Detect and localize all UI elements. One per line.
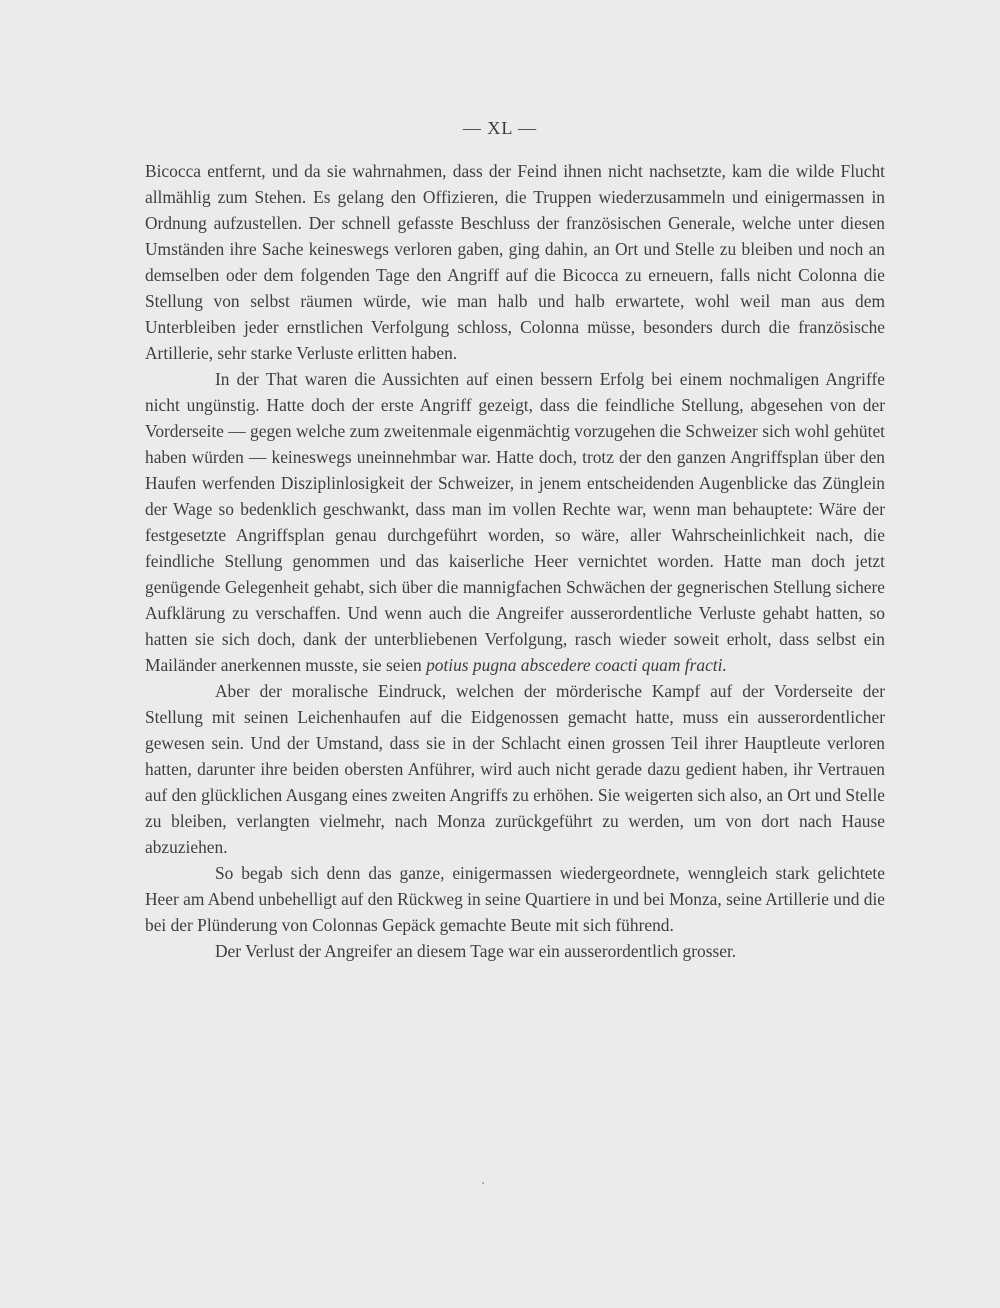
paragraph-4: So begab sich denn das ganze, einigermassen wiedergeordnete, wenngleich stark gelichtete Heer am Abend unbehelligt auf den Rückweg in seine Quartiere in und bei Monza, seine Artillerie und die bei der Plünderung von Colonnas Gepäck gemachte Beute mit sich führend. — [145, 863, 885, 935]
paragraph-5: Der Verlust der Angreifer an diesem Tage war ein ausserordentlich grosser. — [215, 941, 737, 961]
paragraph-2 — [145, 366, 885, 678]
paragraph-1: Bicocca entfernt, und da sie wahrnahmen, dass der Feind ihnen nicht nachsetzte, kam die wilde Flucht allmählig zum Stehen. Es gelang den Offizieren, die Truppen wiederzusammeln und einigermassen in Ordnung aufzustellen. Der schnell gefasste Beschluss der französischen Generale, welche unter diesen Umständen ihre Sache keineswegs verloren gaben, ging dahin, an Ort und Stelle zu bleiben und noch an demselben oder dem folgenden Tage den Angriff auf die Bicocca zu erneuern, falls nicht Colonna die Stellung von selbst räumen würde, wie man halb und halb erwartete, wohl weil man aus dem Unterbleiben jeder ernstlichen Verfolgung schloss, Colonna müsse, besonders durch die französische Artillerie, sehr starke Verluste erlitten haben. — [145, 161, 885, 363]
paper-speck — [482, 1182, 484, 1184]
page-number-header: — XL — — [462, 118, 538, 138]
latin-quote: potius pugna abscedere coacti quam fracti. — [426, 655, 727, 675]
paragraph-2-main: In der That waren die Aussichten auf einen bessern Erfolg bei einem nochmaligen Angriffe nicht ungünstig. Hatte doch der erste Angriff gezeigt, dass die feindliche Stellung, abgesehen von der Vorderseite — gegen welche zum zweitenmale eigenmächtig vorzugehen die Schweizer sich wohl gehütet haben würden — keineswegs uneinnehmbar war. Hatte doch, trotz der den ganzen Angriffsplan über den Haufen werfenden Disziplinlosigkeit der Schweizer, in jenem entscheidenden Augenblicke das Zünglein der Wage so bedenklich geschwankt, dass man im vollen Rechte war, wenn man behauptete: Wäre der festgesetzte Angriffsplan genau durchgeführt worden, so wäre, aller Wahrscheinlichkeit nach, die feindliche Stellung genommen und das kaiserliche Heer vernichtet worden. Hatte man doch jetzt genügende Gelegenheit gehabt, sich über die mannigfachen Schwächen der gegnerischen Stellung sichere Aufklärung zu verschaffen. Und wenn auch die Angreifer ausserordentliche Verluste gehabt hatten, so hatten sie sich doch, dank der unterbliebenen Verfolgung, rasch wieder soweit erholt, dass selbst ein Mailänder anerkennen musste, sie seien — [145, 369, 885, 675]
paragraph-3: Aber der moralische Eindruck, welchen der mörderische Kampf auf der Vorderseite der Stellung mit seinen Leichenhaufen auf die Eidgenossen gemacht hatte, muss ein ausserordentlicher gewesen sein. Und der Umstand, dass sie in der Schlacht einen grossen Teil ihrer Hauptleute verloren hatten, darunter ihre beiden obersten Anführer, wird auch nicht gerade dazu gedient haben, ihr Vertrauen auf den glücklichen Ausgang eines zweiten Angriffs zu erhöhen. Sie weigerten sich also, an Ort und Stelle zu bleiben, verlangten vielmehr, nach Monza zurückgeführt zu werden, um von dort nach Hause abzuziehen. — [145, 681, 885, 857]
body-text — [145, 158, 885, 964]
